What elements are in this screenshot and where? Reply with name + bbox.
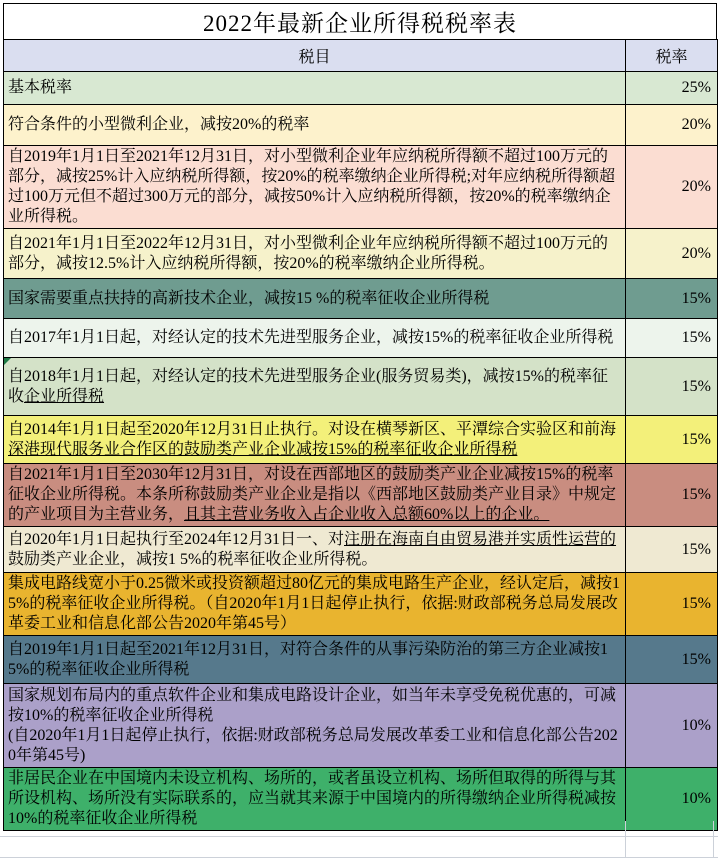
tax-item-text: 自2021年1月1日至2022年12月31日，对小型微利企业年应纳税所得额不超过100万元的部分，减按12.5%计入应纳税所得额，按20%的税率缴纳企业所得税。 bbox=[8, 234, 609, 272]
table-row bbox=[4, 464, 718, 527]
table-row bbox=[4, 684, 718, 768]
tax-rate-cell[interactable]: 10% bbox=[626, 684, 718, 768]
table-row bbox=[4, 768, 718, 831]
tax-item-cell[interactable] bbox=[4, 768, 626, 831]
tax-item-text: 注册在海南自由贸易港并实质性运营的 bbox=[344, 530, 617, 548]
tax-item-cell[interactable] bbox=[4, 464, 626, 527]
table-row bbox=[4, 573, 718, 636]
tax-item-cell[interactable] bbox=[4, 573, 626, 636]
tax-item-text: 鼓励类产业企业，减按1 5%的税率征收企业所得税。 bbox=[8, 550, 378, 568]
tax-rate-cell[interactable]: 15% bbox=[626, 319, 718, 358]
tax-item-text: 符合条件的小型微利企业，减按20%的税率 bbox=[8, 116, 310, 133]
tax-item-text: (自2020年1月1日起停止执行，依据:财政部税务总局发展改革委工业和信息化部公告2020年第45号) bbox=[8, 726, 618, 764]
tax-item-text: 自2019年1月1日起至2021年12月31日，对符合条件的从事污染防治的第三方企业减按15%的税率征收企业所得税 bbox=[8, 640, 609, 678]
tax-item-text: 基本税率 bbox=[8, 79, 73, 96]
tax-item-cell[interactable] bbox=[4, 358, 626, 416]
table-row bbox=[4, 105, 718, 146]
tax-item-text: 自2014年1月1日起至2020年12月31日止执行。对设在横琴新区、平潭综合实验区和前海 bbox=[8, 420, 617, 438]
tax-item-cell[interactable] bbox=[4, 636, 626, 684]
tax-rate-cell[interactable]: 20% bbox=[626, 229, 718, 279]
tax-item-cell[interactable] bbox=[4, 684, 626, 768]
table-row bbox=[4, 636, 718, 684]
page-title: 2022年最新企业所得税税率表 bbox=[203, 11, 517, 36]
tax-item-text: 非居民企业在中国境内未设立机构、场所的，或者虽设立机构、场所但取得的所得与其所设机构、场所没有实际联系的，应当就其来源于中国境内的所得缴纳企业所得税减按10%的税率征收企业所得税 bbox=[8, 770, 617, 827]
tax-item-text: 集成电路线宽小于0.25微米或投资额超过80亿元的集成电路生产企业，经认定后，减按15%的税率征收企业所得税。（自2020年1月1日起停止执行，依据:财政部税务总局发展改革委工业和信息化部公告2020年第45号） bbox=[8, 575, 621, 632]
tax-rate-cell[interactable]: 20% bbox=[626, 105, 718, 146]
tax-rate-cell[interactable]: 15% bbox=[626, 636, 718, 684]
tax-item-text: 自2021年1月1日至2030年12月31日，对设在西部地区的鼓励类产业企业减按15%的税率征收企业所得税。本条所称鼓励类产业企业是指以《西部地区鼓励类产业目录》中规定的产业项目为主营业务， bbox=[8, 466, 617, 523]
tax-item-text: 自2020年1月1日起执行至2024年12月31日一、对 bbox=[8, 530, 345, 548]
tax-item-cell[interactable] bbox=[4, 105, 626, 146]
tax-item-cell[interactable] bbox=[4, 229, 626, 279]
empty-row-gridline bbox=[0, 836, 718, 837]
empty-column-gridline bbox=[625, 821, 626, 858]
tax-rate-cell[interactable]: 15% bbox=[626, 464, 718, 527]
tax-rate-cell[interactable]: 25% bbox=[626, 72, 718, 105]
tax-item-text: 自2017年1月1日起，对经认定的技术先进型服务企业，减按15%的税率征收企业所得税 bbox=[8, 329, 614, 346]
column-header-tax-rate[interactable]: 税率 bbox=[626, 40, 718, 72]
table-row bbox=[4, 146, 718, 229]
table-title-cell[interactable] bbox=[3, 3, 717, 40]
tax-item-text: 国家需要重点扶持的高新技术企业，减按15 %的税率征收企业所得税 bbox=[8, 289, 490, 307]
table-row bbox=[4, 527, 718, 573]
tax-item-text: 企业所得税 bbox=[24, 387, 105, 405]
tax-item-cell[interactable] bbox=[4, 319, 626, 358]
tax-rate-cell[interactable]: 15% bbox=[626, 416, 718, 464]
tax-rate-cell[interactable]: 20% bbox=[626, 146, 718, 229]
tax-rate-cell[interactable]: 15% bbox=[626, 573, 718, 636]
tax-rate-cell[interactable]: 15% bbox=[626, 279, 718, 319]
tax-item-cell[interactable] bbox=[4, 279, 626, 319]
empty-column-gridline bbox=[713, 821, 714, 858]
tax-item-text: 国家规划布局内的重点软件企业和集成电路设计企业，如当年未享受免税优惠的，可减按10%的税率征收企业所得税 bbox=[8, 686, 617, 724]
table-row bbox=[4, 279, 718, 319]
spreadsheet-sheet bbox=[3, 3, 717, 831]
tax-item-cell[interactable] bbox=[4, 146, 626, 229]
tax-rate-cell[interactable]: 15% bbox=[626, 527, 718, 573]
tax-item-cell[interactable] bbox=[4, 416, 626, 464]
tax-item-text: 且其主营业务收入占企业收入总额60%以上的企业。 bbox=[184, 506, 550, 523]
tax-rate-cell[interactable]: 10% bbox=[626, 768, 718, 831]
tax-item-text: 深港现代服务业合作区的鼓励类产业企业减按15%的税率征收企业所得税 bbox=[8, 440, 518, 458]
tax-item-cell[interactable] bbox=[4, 527, 626, 573]
table-row bbox=[4, 319, 718, 358]
column-header-tax-item[interactable]: 税目 bbox=[4, 40, 626, 72]
header-row bbox=[4, 40, 718, 72]
table-row bbox=[4, 358, 718, 416]
tax-rate-cell[interactable]: 15% bbox=[626, 358, 718, 416]
tax-rate-table bbox=[3, 39, 718, 831]
cell-error-indicator-triangle bbox=[4, 358, 11, 365]
table-row bbox=[4, 416, 718, 464]
table-row bbox=[4, 72, 718, 105]
tax-item-text: 自2019年1月1日至2021年12月31日，对小型微利企业年应纳税所得额不超过100万元的部分，减按25%计入应纳税所得额，按20%的税率缴纳企业所得税;对年应纳税所得额超过100万元但不超过300万元的部分，减按50%计入应纳税所得额，按20%的税率缴纳企业所得税。 bbox=[8, 148, 616, 225]
table-row bbox=[4, 229, 718, 279]
tax-item-text: 自2018年1月1日起，对经认定的技术先进型服务企业(服务贸易类)，减按15%的税率征收 bbox=[8, 367, 608, 405]
tax-item-cell[interactable] bbox=[4, 72, 626, 105]
